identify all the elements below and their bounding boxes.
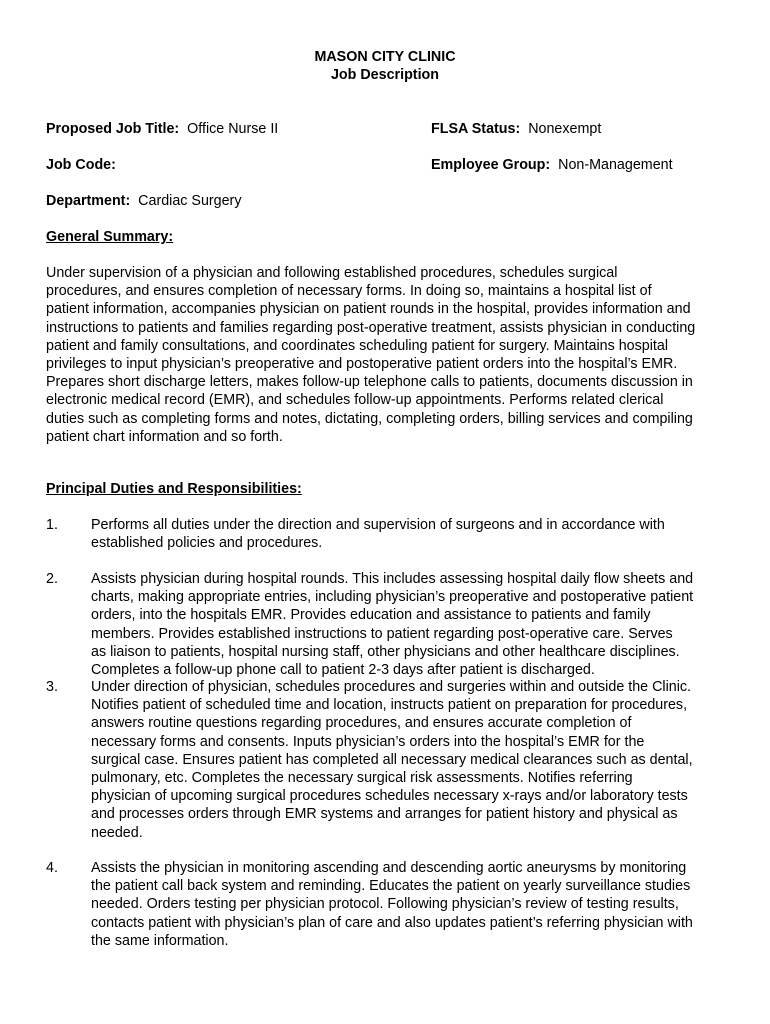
summary-line: Under supervision of a physician and following established procedures, schedules surgical (46, 265, 618, 281)
flsa-status-field (431, 120, 601, 138)
duty-line: the same information. (91, 932, 229, 949)
job-title-field (46, 120, 278, 138)
duty-number: 1. (46, 517, 58, 533)
summary-line: Prepares short discharge letters, makes follow-up telephone calls to patients, documents discussion in (46, 374, 693, 391)
duty-line: Assists physician during hospital rounds. This includes assessing hospital daily flow sheets and (91, 571, 694, 587)
duty-line: contacts patient with physician’s plan of care and also updates patient’s referring physician with (91, 914, 693, 931)
duty-number: 4. (46, 860, 58, 876)
duty-line: Under direction of physician, schedules procedures and surgeries within and outside the Clinic. (91, 679, 692, 695)
job-title-label: Proposed Job Title: (46, 121, 180, 137)
duty-line: physician of upcoming surgical procedures schedules necessary x-rays and/or laboratory tests (91, 788, 688, 805)
summary-line: electronic medical record (EMR), and schedules follow-up appointments. Performs related clerical (46, 392, 664, 409)
duty-line: pulmonary, etc. Completes the necessary surgical risk assessments. Notifies referring (91, 770, 633, 787)
summary-line: procedures, and ensures completion of necessary forms. In doing so, maintains a hospital list of (46, 283, 652, 300)
duty-line: Notifies patient of scheduled time and location, instructs patient on preparation for procedures, (91, 697, 688, 714)
summary-line: privileges to input physician’s preoperative and postoperative patient orders into the hospital’s EMR. (46, 356, 678, 373)
duty-item-2 (91, 570, 751, 679)
department-label: Department: (46, 193, 131, 209)
organization-title: MASON CITY CLINIC (314, 49, 456, 65)
duty-line: Completes a follow-up phone call to patient 2-3 days after patient is discharged. (91, 662, 595, 679)
duty-line: charts, making appropriate entries, including physician’s preoperative and postoperative patient (91, 589, 694, 606)
duty-number: 3. (46, 679, 58, 695)
flsa-status-label: FLSA Status: (431, 121, 521, 137)
duty-line: and processes orders through EMR systems and arranges for patient history and physical as (91, 806, 678, 823)
duty-line: established policies and procedures. (91, 535, 323, 552)
job-code-field (46, 156, 120, 174)
department-field (46, 192, 241, 210)
department-value: Cardiac Surgery (138, 193, 242, 209)
duty-line: orders, into the hospitals EMR. Provides education and assistance to patients and family (91, 607, 651, 624)
general-summary-body (46, 264, 746, 446)
job-code-label: Job Code: (46, 157, 116, 173)
duty-item-1 (91, 516, 751, 552)
duty-line: as liaison to patients, hospital nursing staff, other physicians and other healthcare disciplines. (91, 643, 680, 660)
summary-line: instructions to patients and families regarding post-operative treatment, assists physician in conducting (46, 319, 696, 336)
employee-group-label: Employee Group: (431, 157, 551, 173)
job-title-value: Office Nurse II (187, 121, 279, 137)
duty-line: answers routine questions regarding procedures, and ensures accurate completion of (91, 715, 632, 732)
flsa-status-value: Nonexempt (528, 121, 602, 137)
duty-item-3 (91, 678, 751, 842)
duty-line: the patient call back system and reminding. Educates the patient on yearly surveillance studies (91, 878, 691, 895)
employee-group-value: Non-Management (558, 157, 673, 173)
principal-duties-heading: Principal Duties and Responsibilities: (46, 481, 302, 497)
duty-number: 2. (46, 571, 58, 587)
duty-line: needed. Orders testing per physician protocol. Following physician’s review of testing results, (91, 896, 679, 913)
duty-line: needed. (91, 824, 143, 841)
document-type-title: Job Description (330, 67, 440, 83)
duty-line: members. Provides established instructions to patient regarding post-operative care. Serves (91, 625, 673, 642)
duty-line: Performs all duties under the direction and supervision of surgeons and in accordance with (91, 517, 665, 533)
duty-line: Assists the physician in monitoring ascending and descending aortic aneurysms by monitoring (91, 860, 687, 876)
duty-line: necessary forms and consents. Inputs physician’s orders into the hospital’s EMR for the (91, 733, 645, 750)
duty-line: surgical case. Ensures patient has completed all necessary medical clearances such as dental, (91, 751, 693, 768)
employee-group-field (431, 156, 673, 174)
summary-line: patient information, accompanies physician on patient rounds in the hospital, provides information and (46, 301, 691, 318)
summary-line: patient chart information and so forth. (46, 428, 283, 445)
duty-item-4 (91, 859, 751, 950)
summary-line: patient and family consultations, and coordinates scheduling patient for surgery. Maintains hospital (46, 337, 669, 354)
summary-line: duties such as completing forms and notes, dictating, completing orders, billing services and compiling (46, 410, 693, 427)
general-summary-heading: General Summary: (46, 229, 174, 245)
